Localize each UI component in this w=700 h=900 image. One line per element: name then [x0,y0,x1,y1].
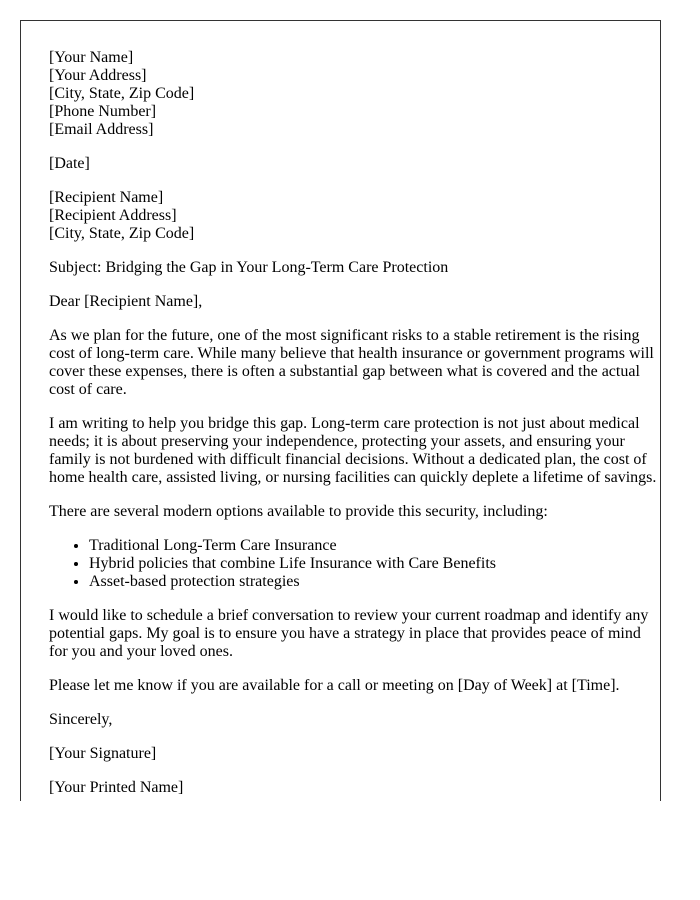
sender-address: [Your Address] [49,67,147,84]
sender-city-state-zip: [City, State, Zip Code] [49,85,195,102]
options-intro: There are several modern options available to provide this security, including: [49,503,548,520]
list-item: • Hybrid policies that combine Life Insurance with Care Benefits [89,555,660,573]
body-paragraph-3: I would like to schedule a brief conversation to review your current roadmap and identify any potential gaps. My goal is to ensure you have a strategy in place that provides peace of mind for you and your loved ones. [49,607,649,660]
sender-email: [Email Address] [49,121,154,138]
list-item: • Asset-based protection strategies [89,573,660,591]
valediction: Sincerely, [49,711,113,728]
subject-line: Subject: Bridging the Gap in Your Long-Term Care Protection [49,259,449,276]
recipient-address: [Recipient Address] [49,207,177,224]
body-paragraph-1: As we plan for the future, one of the most significant risks to a stable retirement is the rising cost of long-term care. While many believe that health insurance or government programs will cover these expenses, there is often a substantial gap between what is covered and the actual cost of care. [49,327,654,398]
options-list [49,537,660,591]
sender-block [49,49,660,139]
list-item: • Traditional Long-Term Care Insurance [89,537,660,555]
letter-date: [Date] [49,155,90,172]
call-to-action: Please let me know if you are available for a call or meeting on [Day of Week] at [Time]. [49,677,620,694]
sender-name: [Your Name] [49,49,134,66]
sender-phone: [Phone Number] [49,103,157,120]
recipient-name: [Recipient Name] [49,189,164,206]
printed-name: [Your Printed Name] [49,779,184,796]
signature: [Your Signature] [49,745,157,762]
recipient-block [49,189,660,243]
body-paragraph-2: I am writing to help you bridge this gap. Long-term care protection is not just about medical needs; it is about preserving your independence, protecting your assets, and ensuring your family is not burdened with difficult financial decisions. Without a dedicated plan, the cost of home health care, assisted living, or nursing facilities can quickly deplete a lifetime of savings. [49,415,657,486]
salutation: Dear [Recipient Name], [49,293,203,310]
recipient-city-state-zip: [City, State, Zip Code] [49,225,195,242]
letter-page [20,20,661,801]
